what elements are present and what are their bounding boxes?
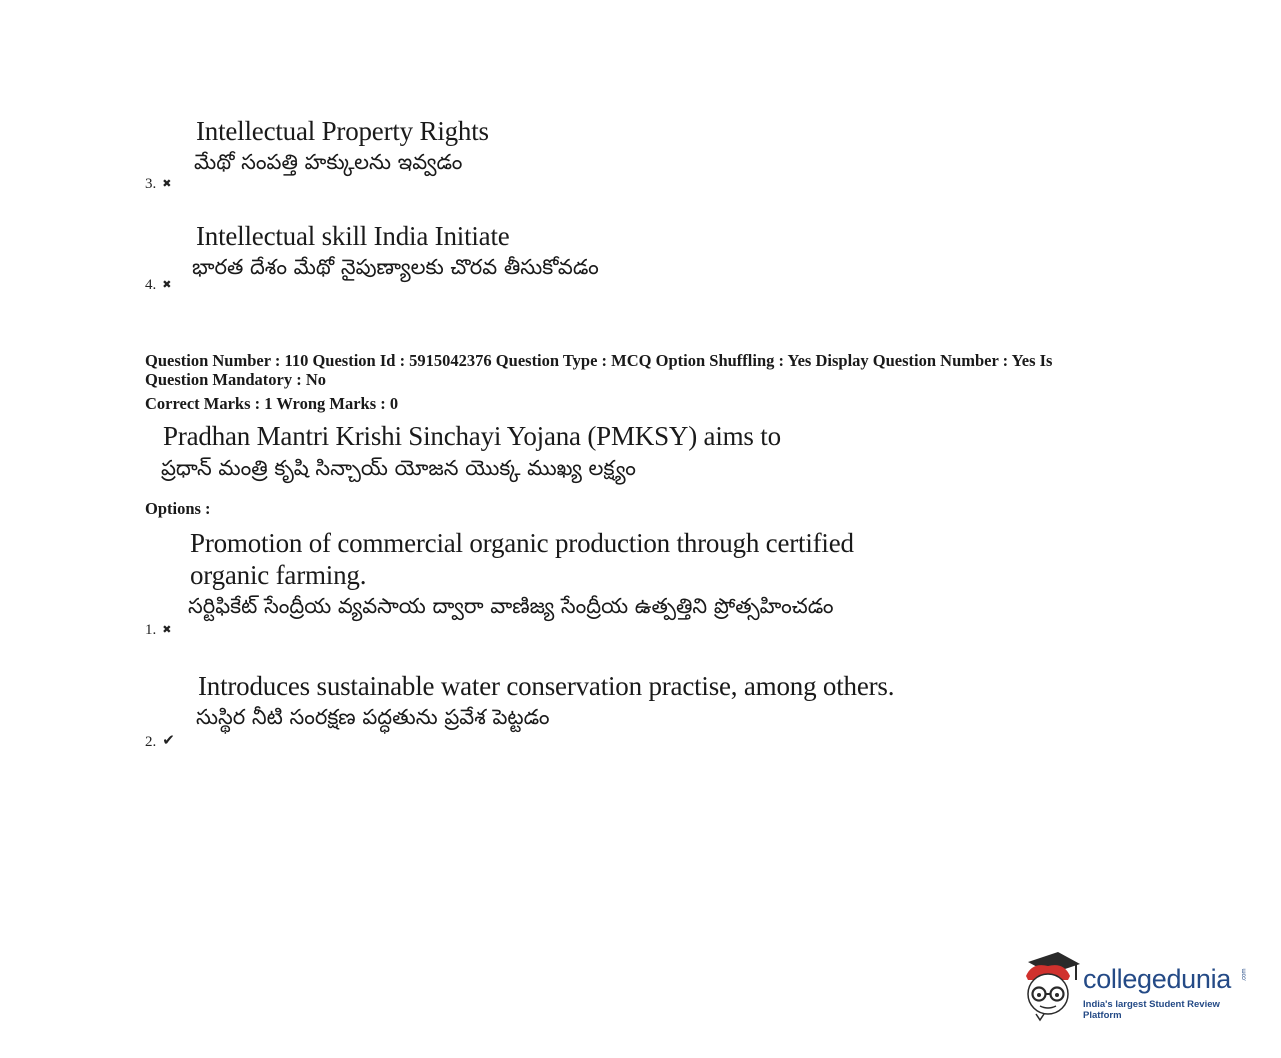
option-1-number-row [145, 622, 171, 639]
question-english: Pradhan Mantri Krishi Sinchayi Yojana (PMKSY) aims to [163, 421, 781, 451]
logo-tagline: India's largest Student Review Platform [1083, 999, 1220, 1021]
cross-icon: ✖ [162, 177, 172, 190]
collegedunia-logo[interactable] [1018, 950, 1258, 1024]
option-3-number: 3. [145, 176, 157, 192]
logo-wordmark: collegedunia [1083, 964, 1232, 994]
check-icon: ✔ [162, 731, 175, 749]
logo-suffix: .com [1241, 968, 1248, 982]
mascot-icon [1018, 950, 1080, 1022]
question-marks: Correct Marks : 1 Wrong Marks : 0 [145, 394, 399, 413]
cross-icon: ✖ [162, 278, 172, 291]
option-1-number: 1. [145, 622, 157, 638]
question-meta-line-1: Question Number : 110 Question Id : 5915042376 Question Type : MCQ Option Shuffling : Yes Display Question Number : Yes Is [145, 351, 1053, 370]
option-3-telugu: మేథో సంపత్తి హక్కులను ఇవ్వడం [194, 150, 463, 174]
option-1-english-line-2: organic farming. [190, 560, 367, 590]
option-4-number-row [145, 277, 171, 294]
option-1-telugu: సర్టిఫికేట్ సేంద్రీయ వ్యవసాయ ద్వారా వాణిజ్య సేంద్రీయ ఉత్పత్తిని ప్రోత్సహించడం [188, 594, 834, 618]
question-meta-line-2: Question Mandatory : No [145, 370, 327, 389]
option-2-english: Introduces sustainable water conservation practise, among others. [198, 671, 895, 701]
option-2-number: 2. [145, 734, 157, 750]
question-telugu: ప్రధాన్ మంత్రి కృషి సిన్చాయ్ యోజన యొక్క ముఖ్య లక్ష్యం [161, 456, 636, 480]
option-1-english-line-1: Promotion of commercial organic production through certified [190, 528, 854, 558]
option-4-english: Intellectual skill India Initiate [196, 221, 510, 251]
cross-icon: ✖ [162, 623, 172, 636]
option-2-number-row [145, 731, 175, 751]
option-4-telugu: భారత దేశం మేథో నైపుణ్యాలకు చొరవ తీసుకోవడం [192, 255, 599, 279]
option-3-english: Intellectual Property Rights [196, 116, 489, 146]
options-label: Options : [145, 499, 211, 518]
option-2-telugu: సుస్థిర నీటి సంరక్షణ పద్ధతును ప్రవేశ పెట్టడం [196, 705, 550, 729]
option-3-number-row [145, 176, 171, 193]
option-4-number: 4. [145, 277, 157, 293]
